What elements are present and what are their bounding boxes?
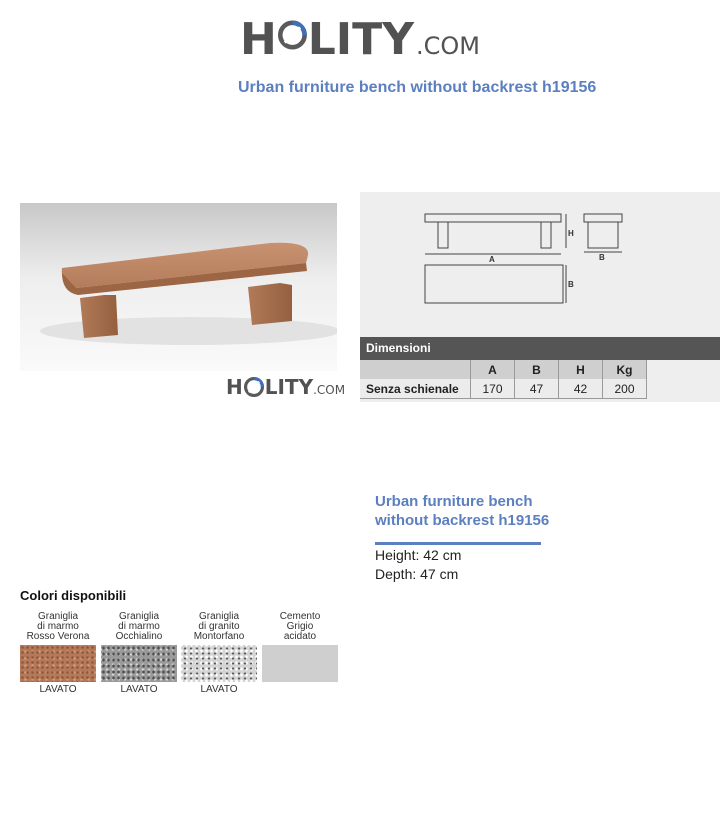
logo-small-o-icon bbox=[244, 377, 264, 397]
bench-leg-right bbox=[248, 283, 292, 325]
color-swatch-cemento-grigio[interactable] bbox=[262, 645, 338, 682]
product-title-line1: Urban furniture bench bbox=[375, 493, 533, 510]
product-title bbox=[375, 492, 575, 530]
product-title-line2: without backrest h19156 bbox=[375, 512, 550, 529]
finish-label-1: LAVATO bbox=[39, 684, 77, 695]
logo-small-domain: .COM bbox=[313, 383, 346, 397]
page-title: Urban furniture bench without backrest h19156 bbox=[238, 79, 597, 96]
logo-small-suffix: LITY bbox=[264, 375, 314, 399]
dim-row-label: Senza schienale bbox=[360, 379, 471, 399]
dim-col-b: B bbox=[515, 360, 559, 379]
logo-small-prefix: H bbox=[226, 375, 243, 399]
dimensions-row bbox=[360, 379, 647, 399]
logo-o-icon bbox=[278, 16, 307, 54]
dim-label-h: H bbox=[568, 229, 574, 238]
dim-label-b-end: B bbox=[599, 253, 605, 262]
holity-logo[interactable] bbox=[240, 14, 480, 68]
dim-col-a: A bbox=[471, 360, 515, 379]
spec-sheet bbox=[360, 192, 720, 402]
dim-value-b: 47 bbox=[515, 379, 559, 399]
dim-value-kg: 200 bbox=[603, 379, 647, 399]
dimensions-header: Dimensioni bbox=[360, 337, 720, 360]
dim-col-h: H bbox=[559, 360, 603, 379]
color-swatch-rosso-verona[interactable] bbox=[20, 645, 96, 682]
logo-domain: .COM bbox=[416, 32, 480, 60]
dim-col-kg: Kg bbox=[603, 360, 647, 379]
dim-value-a: 170 bbox=[471, 379, 515, 399]
technical-drawing bbox=[360, 192, 720, 337]
color-label-3: Graniglia di granito Montorfano bbox=[193, 611, 245, 642]
holity-logo-small bbox=[226, 374, 345, 400]
color-label-1: Graniglia di marmo Rosso Verona bbox=[26, 611, 90, 642]
depth-spec: Depth: 47 cm bbox=[375, 566, 459, 582]
finish-label-3: LAVATO bbox=[200, 684, 238, 695]
dim-label-a: A bbox=[489, 255, 495, 264]
color-label-2: Graniglia di marmo Occhialino bbox=[115, 611, 163, 642]
logo-suffix: LITY bbox=[307, 14, 415, 65]
color-label-4: Cemento Grigio acidato bbox=[279, 611, 321, 642]
logo-prefix: H bbox=[240, 14, 277, 65]
dimensions-table bbox=[360, 360, 647, 399]
dim-label-b-top: B bbox=[568, 280, 574, 289]
color-swatch-montorfano[interactable] bbox=[181, 645, 257, 682]
bench-leg-left bbox=[80, 295, 118, 338]
dim-value-h: 42 bbox=[559, 379, 603, 399]
finish-label-2: LAVATO bbox=[120, 684, 158, 695]
colors-title: Colori disponibili bbox=[20, 588, 127, 603]
color-swatch-occhialino[interactable] bbox=[101, 645, 177, 682]
title-divider bbox=[375, 542, 541, 545]
product-photo bbox=[20, 203, 337, 371]
bench-illustration bbox=[20, 203, 337, 371]
dim-col-empty bbox=[360, 360, 471, 379]
height-spec: Height: 42 cm bbox=[375, 547, 462, 563]
dimensions-header-row bbox=[360, 360, 647, 379]
